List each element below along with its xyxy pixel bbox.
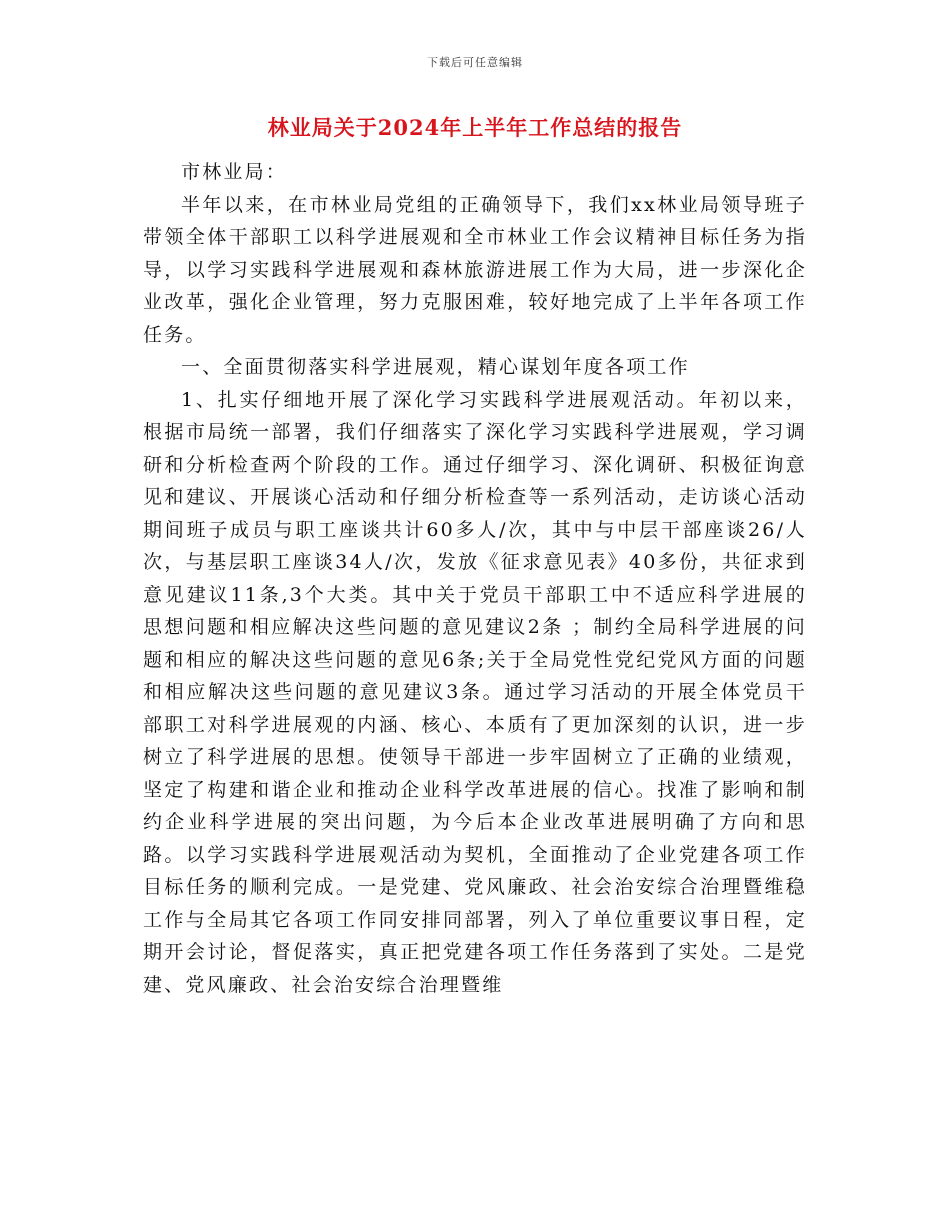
salutation: 市林业局：: [181, 161, 288, 183]
intro-paragraph: 半年以来，在市林业局党组的正确领导下，我们xx林业局领导班子带领全体干部职工以科学进展观和全市林业工作会议精神目标任务为指导，以学习实践科学进展观和森林旅游进展工作为大局，进一步深化企业改革，强化企业管理，努力克服困难，较好地完成了上半年各项工作任务。: [143, 193, 807, 346]
header-note: 下载后可任意编辑: [427, 56, 523, 69]
document-title: 林业局关于2024年上半年工作总结的报告: [267, 115, 683, 140]
document-body: [143, 156, 807, 1001]
body-paragraph: 1、扎实仔细地开展了深化学习实践科学进展观活动。年初以来，根据市局统一部署，我们仔细落实了深化学习实践科学进展观，学习调研和分析检查两个阶段的工作。通过仔细学习、深化调研、积极征询意见和建议、开展谈心活动和仔细分析检查等一系列活动，走访谈心活动期间班子成员与职工座谈共计60多人/次，其中与中层干部座谈26/人次，与基层职工座谈34人/次，发放《征求意见表》40多份，共征求到意见建议11条,3个大类。其中关于党员干部职工中不适应科学进展的思想问题和相应解决这些问题的意见建议2条 ；制约全局科学进展的问题和相应的解决这些问题的意见6条;关于全局党性党纪党风方面的问题和相应解决这些问题的意见建议3条。通过学习活动的开展全体党员干部职工对科学进展观的内涵、核心、本质有了更加深刻的认识，进一步树立了科学进展的思想。使领导干部进一步牢固树立了正确的业绩观，坚定了构建和谐企业和推动企业科学改革进展的信心。找准了影响和制约企业科学进展的突出问题，为今后本企业改革进展明确了方向和思路。以学习实践科学进展观活动为契机，全面推动了企业党建各项工作目标任务的顺利完成。一是党建、党风廉政、社会治安综合治理暨维稳工作与全局其它各项工作同安排同部署，列入了单位重要议事日程，定期开会讨论，督促落实，真正把党建各项工作任务落到了实处。二是党建、党风廉政、社会治安综合治理暨维: [143, 388, 807, 996]
section-heading: 一、全面贯彻落实科学进展观，精心谋划年度各项工作: [181, 356, 690, 378]
